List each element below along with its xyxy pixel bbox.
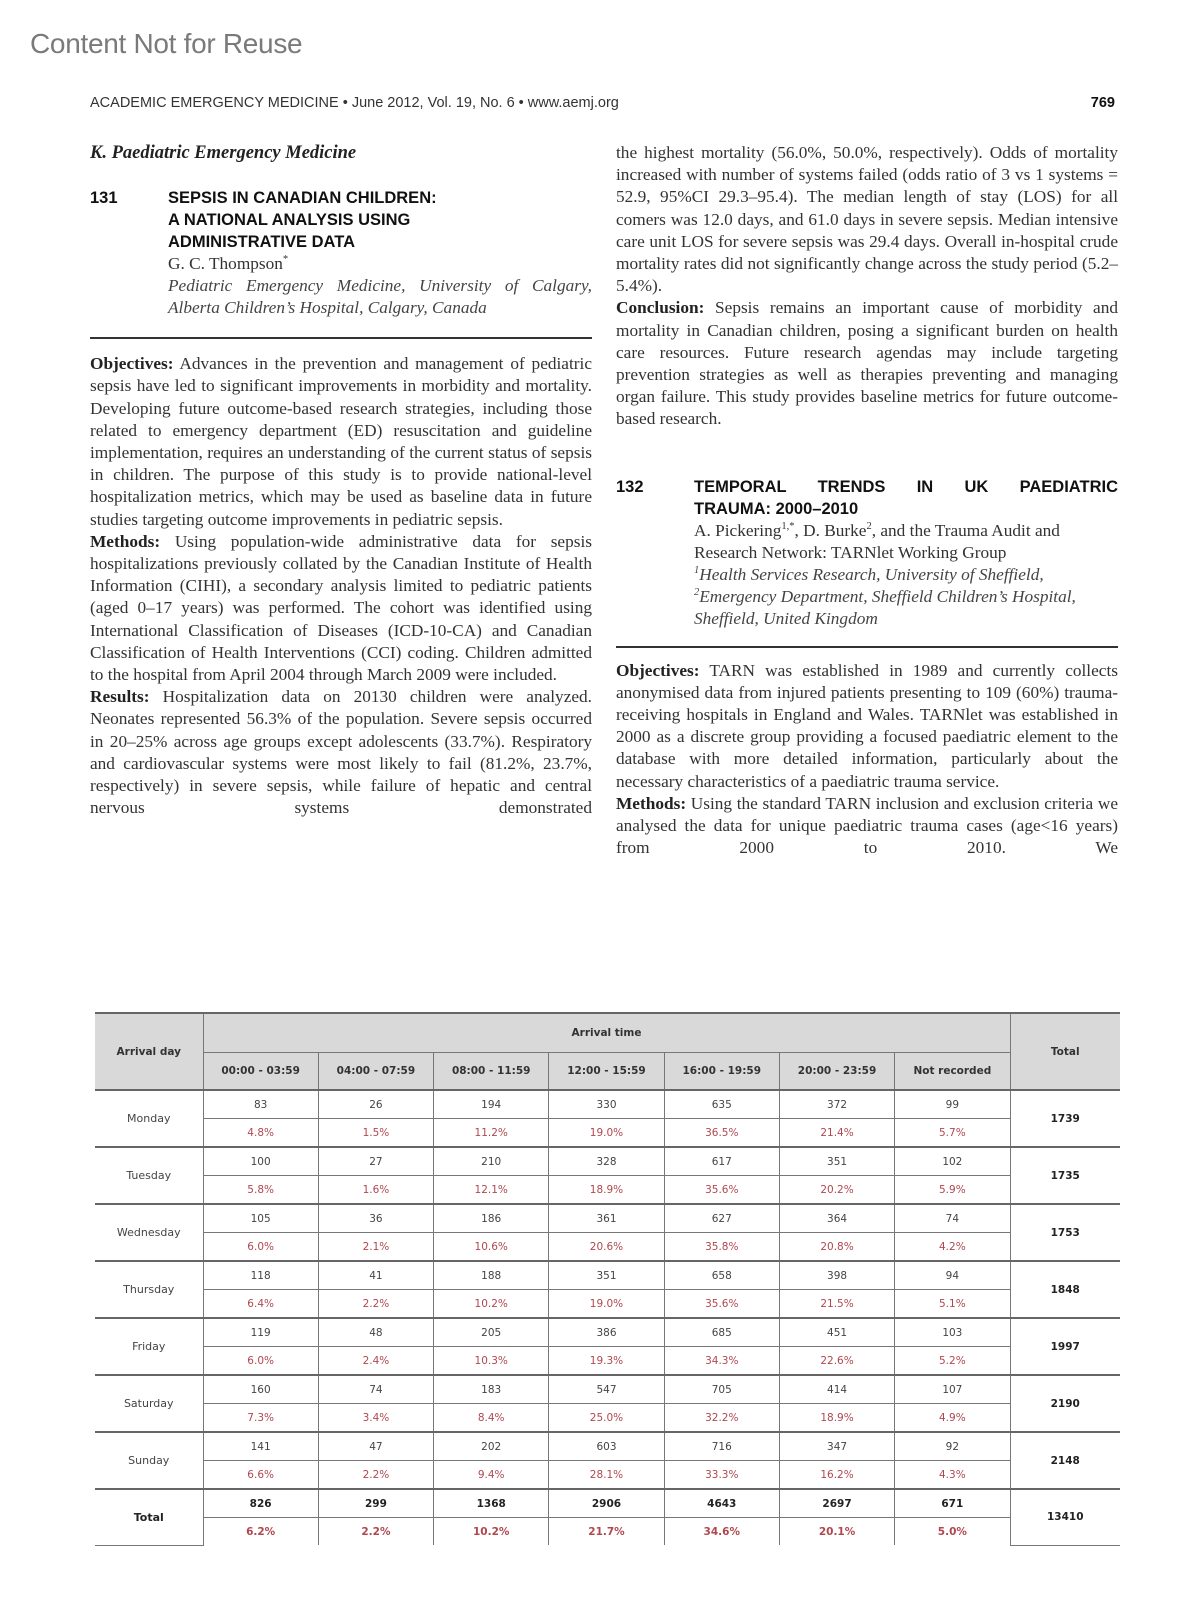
percent-cell: 34.3% <box>664 1347 779 1376</box>
percent-cell: 19.3% <box>549 1347 664 1376</box>
count-cell: 547 <box>549 1375 664 1404</box>
count-cell: 451 <box>779 1318 894 1347</box>
row-total: 1739 <box>1010 1090 1120 1147</box>
count-cell: 102 <box>895 1147 1010 1176</box>
percent-cell: 4.8% <box>203 1119 318 1148</box>
title-line: A NATIONAL ANALYSIS USING <box>168 211 411 230</box>
objectives-label: Objectives: <box>90 354 174 374</box>
percent-cell: 5.0% <box>895 1518 1010 1546</box>
right-column <box>616 142 1118 859</box>
objectives-label: Objectives: <box>616 660 700 680</box>
column-header: 04:00 - 07:59 <box>318 1053 433 1091</box>
count-cell: 299 <box>318 1489 433 1518</box>
results-paragraph <box>90 686 592 819</box>
conclusion-text: Sepsis remains an important cause of morbidity and mortality in Canadian children, posing a significant burden on health care resources. Future research agendas may include targeting prevention strategies as well as therapies preventing and managing organ failure. This study provides baseline metrics for future outcome-based research. <box>616 298 1118 429</box>
row-label: Sunday <box>95 1432 203 1489</box>
section-heading: K. Paediatric Emergency Medicine <box>90 143 357 163</box>
percent-cell: 5.2% <box>895 1347 1010 1376</box>
count-cell: 210 <box>434 1147 549 1176</box>
table-row <box>95 1318 1120 1347</box>
count-cell: 1368 <box>434 1489 549 1518</box>
count-cell: 100 <box>203 1147 318 1176</box>
count-cell: 160 <box>203 1375 318 1404</box>
row-total: 13410 <box>1010 1489 1120 1545</box>
percent-cell: 2.2% <box>318 1518 433 1546</box>
count-cell: 386 <box>549 1318 664 1347</box>
author-name: A. Pickering <box>694 520 782 540</box>
row-label: Saturday <box>95 1375 203 1432</box>
count-cell: 658 <box>664 1261 779 1290</box>
count-cell: 617 <box>664 1147 779 1176</box>
abstract-title <box>694 476 1118 520</box>
abstract-number: 131 <box>90 189 118 208</box>
row-total: 2148 <box>1010 1432 1120 1489</box>
author-marker: 2 <box>866 520 872 532</box>
table-row <box>95 1233 1120 1262</box>
row-header: Arrival day <box>95 1013 203 1090</box>
objectives-text: Advances in the prevention and management of pediatric sepsis have led to significant improvements in morbidity and mortality. Developing future outcome-based research strategies, including those related to emergency department (ED) resuscitation and guideline implementation, requires an understanding of the current status of sepsis in children. The purpose of this study is to provide national-level hospitalization metrics, which may be used as baseline data in future studies targeting outcome improvements in pediatric sepsis. <box>90 354 593 529</box>
percent-cell: 19.0% <box>549 1290 664 1319</box>
count-cell: 603 <box>549 1432 664 1461</box>
journal-citation: ACADEMIC EMERGENCY MEDICINE • June 2012, Vol. 19, No. 6 • www.aemj.org <box>90 95 619 111</box>
percent-cell: 35.6% <box>664 1290 779 1319</box>
count-cell: 627 <box>664 1204 779 1233</box>
count-cell: 347 <box>779 1432 894 1461</box>
count-cell: 414 <box>779 1375 894 1404</box>
count-cell: 107 <box>895 1375 1010 1404</box>
authors: A. Pickering$^{1,*}$, D. Burke$^2$, and the Trauma Audit and Research Network: TARNlet Working Group <box>694 520 1060 562</box>
count-cell: 27 <box>318 1147 433 1176</box>
count-cell: 372 <box>779 1090 894 1119</box>
percent-cell: 10.2% <box>434 1290 549 1319</box>
title-line: ADMINISTRATIVE DATA <box>168 233 355 252</box>
objectives-paragraph <box>90 353 592 531</box>
methods-paragraph <box>616 793 1118 860</box>
table-row <box>95 1489 1120 1518</box>
percent-cell: 36.5% <box>664 1119 779 1148</box>
author-name: G. C. Thompson <box>168 254 283 274</box>
percent-cell: 33.3% <box>664 1461 779 1490</box>
percent-cell: 10.2% <box>434 1518 549 1546</box>
abstract-132-header <box>616 476 1118 630</box>
table-row <box>95 1090 1120 1119</box>
row-total: 1753 <box>1010 1204 1120 1261</box>
percent-cell: 10.3% <box>434 1347 549 1376</box>
conclusion-paragraph <box>616 297 1118 430</box>
author-marker: 1,* <box>781 520 795 532</box>
authors <box>168 253 592 275</box>
total-header: Total <box>1010 1013 1120 1090</box>
row-total: 2190 <box>1010 1375 1120 1432</box>
percent-cell: 32.2% <box>664 1404 779 1433</box>
conclusion-label: Conclusion: <box>616 298 705 318</box>
count-cell: 2697 <box>779 1489 894 1518</box>
count-cell: 705 <box>664 1375 779 1404</box>
count-cell: 118 <box>203 1261 318 1290</box>
page-number: 769 <box>1090 95 1115 111</box>
running-head <box>90 95 1115 115</box>
methods-paragraph <box>90 531 592 686</box>
percent-cell: 20.6% <box>549 1233 664 1262</box>
row-total: 1848 <box>1010 1261 1120 1318</box>
table-row <box>95 1204 1120 1233</box>
results-label: Results: <box>90 687 150 707</box>
percent-cell: 21.5% <box>779 1290 894 1319</box>
abstract-number: 132 <box>616 477 644 496</box>
percent-cell: 4.3% <box>895 1461 1010 1490</box>
row-total: 1997 <box>1010 1318 1120 1375</box>
affiliation: Pediatric Emergency Medicine, University of Calgary, Alberta Children’s Hospital, Calgary, Canada <box>168 276 592 318</box>
row-label: Friday <box>95 1318 203 1375</box>
percent-cell: 20.1% <box>779 1518 894 1546</box>
count-cell: 328 <box>549 1147 664 1176</box>
column-header: 20:00 - 23:59 <box>779 1053 894 1091</box>
arrival-table-wrapper <box>95 1012 1120 1546</box>
row-label: Tuesday <box>95 1147 203 1204</box>
count-cell: 188 <box>434 1261 549 1290</box>
row-label: Wednesday <box>95 1204 203 1261</box>
percent-cell: 11.2% <box>434 1119 549 1148</box>
percent-cell: 18.9% <box>779 1404 894 1433</box>
methods-label: Methods: <box>90 531 161 551</box>
results-continued: the highest mortality (56.0%, 50.0%, respectively). Odds of mortality increased with number of systems failed (odds ratio of 3 vs 1 systems = 52.9, 95%CI 29.3–95.4). The median length of stay (LOS) for all comers was 12.0 days, and 61.0 days in severe sepsis. Median intensive care unit LOS for severe sepsis was 29.4 days. Overall in-hospital crude mortality rates did not significantly change across the study period (5.2–5.4%). <box>616 143 1118 296</box>
affiliation-marker: 1 <box>694 564 700 576</box>
percent-cell: 35.6% <box>664 1176 779 1205</box>
results-text: Hospitalization data on 20130 children were analyzed. Neonates represented 56.3% of the population. Severe sepsis occurred in 20–25% across age groups except adolescents (33.7%). Respiratory and cardiovascular systems were most likely to fail (81.2%, 23.7%, respectively) in severe sepsis, while failure of hepatic and central nervous systems demonstrated <box>90 687 592 818</box>
affiliation-marker: 2 <box>694 586 700 598</box>
percent-cell: 2.2% <box>318 1461 433 1490</box>
percent-cell: 5.9% <box>895 1176 1010 1205</box>
count-cell: 205 <box>434 1318 549 1347</box>
table-row <box>95 1261 1120 1290</box>
column-header: 08:00 - 11:59 <box>434 1053 549 1091</box>
count-cell: 364 <box>779 1204 894 1233</box>
percent-cell: 5.7% <box>895 1119 1010 1148</box>
divider <box>90 337 592 339</box>
count-cell: 99 <box>895 1090 1010 1119</box>
count-cell: 41 <box>318 1261 433 1290</box>
affiliation <box>694 564 1118 630</box>
count-cell: 119 <box>203 1318 318 1347</box>
count-cell: 94 <box>895 1261 1010 1290</box>
count-cell: 361 <box>549 1204 664 1233</box>
table-row <box>95 1176 1120 1205</box>
count-cell: 48 <box>318 1318 433 1347</box>
count-cell: 826 <box>203 1489 318 1518</box>
author-marker: * <box>282 254 289 266</box>
percent-cell: 1.5% <box>318 1119 433 1148</box>
percent-cell: 21.7% <box>549 1518 664 1546</box>
objectives-text: TARN was established in 1989 and currently collects anonymised data from injured patients presenting to 109 (60%) trauma-receiving hospitals in England and Wales. TARNlet was established in 2000 as a discrete group providing a focused paediatric element to the database with more detailed information, particularly about the necessary characteristics of a paediatric trauma service. <box>616 660 1118 791</box>
percent-cell: 9.4% <box>434 1461 549 1490</box>
count-cell: 92 <box>895 1432 1010 1461</box>
count-cell: 83 <box>203 1090 318 1119</box>
watermark: Content Not for Reuse <box>30 28 303 59</box>
row-label: Total <box>95 1489 203 1545</box>
percent-cell: 35.8% <box>664 1233 779 1262</box>
count-cell: 671 <box>895 1489 1010 1518</box>
percent-cell: 4.2% <box>895 1233 1010 1262</box>
row-label: Thursday <box>95 1261 203 1318</box>
abstract-131-header <box>90 187 592 319</box>
divider <box>616 646 1118 648</box>
percent-cell: 20.8% <box>779 1233 894 1262</box>
percent-cell: 34.6% <box>664 1518 779 1546</box>
percent-cell: 16.2% <box>779 1461 894 1490</box>
group-header: Arrival time <box>203 1013 1010 1053</box>
percent-cell: 28.1% <box>549 1461 664 1490</box>
table-row <box>95 1147 1120 1176</box>
author-name: D. Burke <box>803 520 867 540</box>
percent-cell: 2.4% <box>318 1347 433 1376</box>
percent-cell: 6.4% <box>203 1290 318 1319</box>
row-label: Monday <box>95 1090 203 1147</box>
percent-cell: 6.6% <box>203 1461 318 1490</box>
percent-cell: 18.9% <box>549 1176 664 1205</box>
percent-cell: 20.2% <box>779 1176 894 1205</box>
count-cell: 685 <box>664 1318 779 1347</box>
count-cell: 351 <box>779 1147 894 1176</box>
table-row <box>95 1404 1120 1433</box>
table-row <box>95 1432 1120 1461</box>
table-row <box>95 1375 1120 1404</box>
percent-cell: 19.0% <box>549 1119 664 1148</box>
count-cell: 74 <box>318 1375 433 1404</box>
title-line: SEPSIS IN CANADIAN CHILDREN: <box>168 189 437 208</box>
count-cell: 186 <box>434 1204 549 1233</box>
table-row <box>95 1518 1120 1546</box>
table-row <box>95 1119 1120 1148</box>
affiliation-text: Health Services Research, University of Sheffield, <box>699 564 1044 584</box>
percent-cell: 6.0% <box>203 1347 318 1376</box>
percent-cell: 6.2% <box>203 1518 318 1546</box>
count-cell: 141 <box>203 1432 318 1461</box>
table-row <box>95 1290 1120 1319</box>
column-header: 12:00 - 15:59 <box>549 1053 664 1091</box>
percent-cell: 21.4% <box>779 1119 894 1148</box>
affiliation-text: Emergency Department, Sheffield Children’s Hospital, Sheffield, United Kingdom <box>694 586 1076 628</box>
count-cell: 26 <box>318 1090 433 1119</box>
count-cell: 4643 <box>664 1489 779 1518</box>
percent-cell: 2.2% <box>318 1290 433 1319</box>
count-cell: 74 <box>895 1204 1010 1233</box>
column-header: 16:00 - 19:59 <box>664 1053 779 1091</box>
column-header: Not recorded <box>895 1053 1010 1091</box>
arrival-table <box>95 1012 1120 1546</box>
percent-cell: 10.6% <box>434 1233 549 1262</box>
methods-text: Using the standard TARN inclusion and exclusion criteria we analysed the data for unique paediatric trauma cases (age<16 years) from 2000 to 2010. We <box>616 793 1118 858</box>
percent-cell: 6.0% <box>203 1233 318 1262</box>
percent-cell: 8.4% <box>434 1404 549 1433</box>
column-header: 00:00 - 03:59 <box>203 1053 318 1091</box>
percent-cell: 4.9% <box>895 1404 1010 1433</box>
objectives-paragraph <box>616 660 1118 793</box>
count-cell: 330 <box>549 1090 664 1119</box>
percent-cell: 5.8% <box>203 1176 318 1205</box>
percent-cell: 3.4% <box>318 1404 433 1433</box>
count-cell: 2906 <box>549 1489 664 1518</box>
count-cell: 105 <box>203 1204 318 1233</box>
left-column <box>90 142 592 819</box>
count-cell: 398 <box>779 1261 894 1290</box>
title-line: TRAUMA: 2000–2010 <box>694 499 859 518</box>
count-cell: 103 <box>895 1318 1010 1347</box>
count-cell: 36 <box>318 1204 433 1233</box>
count-cell: 635 <box>664 1090 779 1119</box>
methods-label: Methods: <box>616 793 687 813</box>
percent-cell: 12.1% <box>434 1176 549 1205</box>
count-cell: 183 <box>434 1375 549 1404</box>
count-cell: 47 <box>318 1432 433 1461</box>
abstract-title <box>168 187 592 253</box>
count-cell: 202 <box>434 1432 549 1461</box>
percent-cell: 25.0% <box>549 1404 664 1433</box>
count-cell: 716 <box>664 1432 779 1461</box>
percent-cell: 2.1% <box>318 1233 433 1262</box>
title-line: TEMPORAL TRENDS IN UK PAEDIATRIC <box>694 477 1118 496</box>
percent-cell: 22.6% <box>779 1347 894 1376</box>
row-total: 1735 <box>1010 1147 1120 1204</box>
percent-cell: 1.6% <box>318 1176 433 1205</box>
count-cell: 351 <box>549 1261 664 1290</box>
authors-tail: , and the Trauma Audit and Research Network: TARNlet Working Group <box>694 520 1060 562</box>
count-cell: 194 <box>434 1090 549 1119</box>
percent-cell: 5.1% <box>895 1290 1010 1319</box>
table-row <box>95 1461 1120 1490</box>
methods-text: Using population-wide administrative data for sepsis hospitalizations previously collated by the Canadian Institute of Health Information (CIHI), a secondary analysis limited to pediatric patients (aged 0–17 years) was performed. The cohort was identified using International Classification of Diseases (ICD-10-CA) and Canadian Classification of Health Interventions (CCI) coding. Children admitted to the hospital from April 2004 through March 2009 were included. <box>90 531 592 685</box>
table-row <box>95 1347 1120 1376</box>
percent-cell: 7.3% <box>203 1404 318 1433</box>
